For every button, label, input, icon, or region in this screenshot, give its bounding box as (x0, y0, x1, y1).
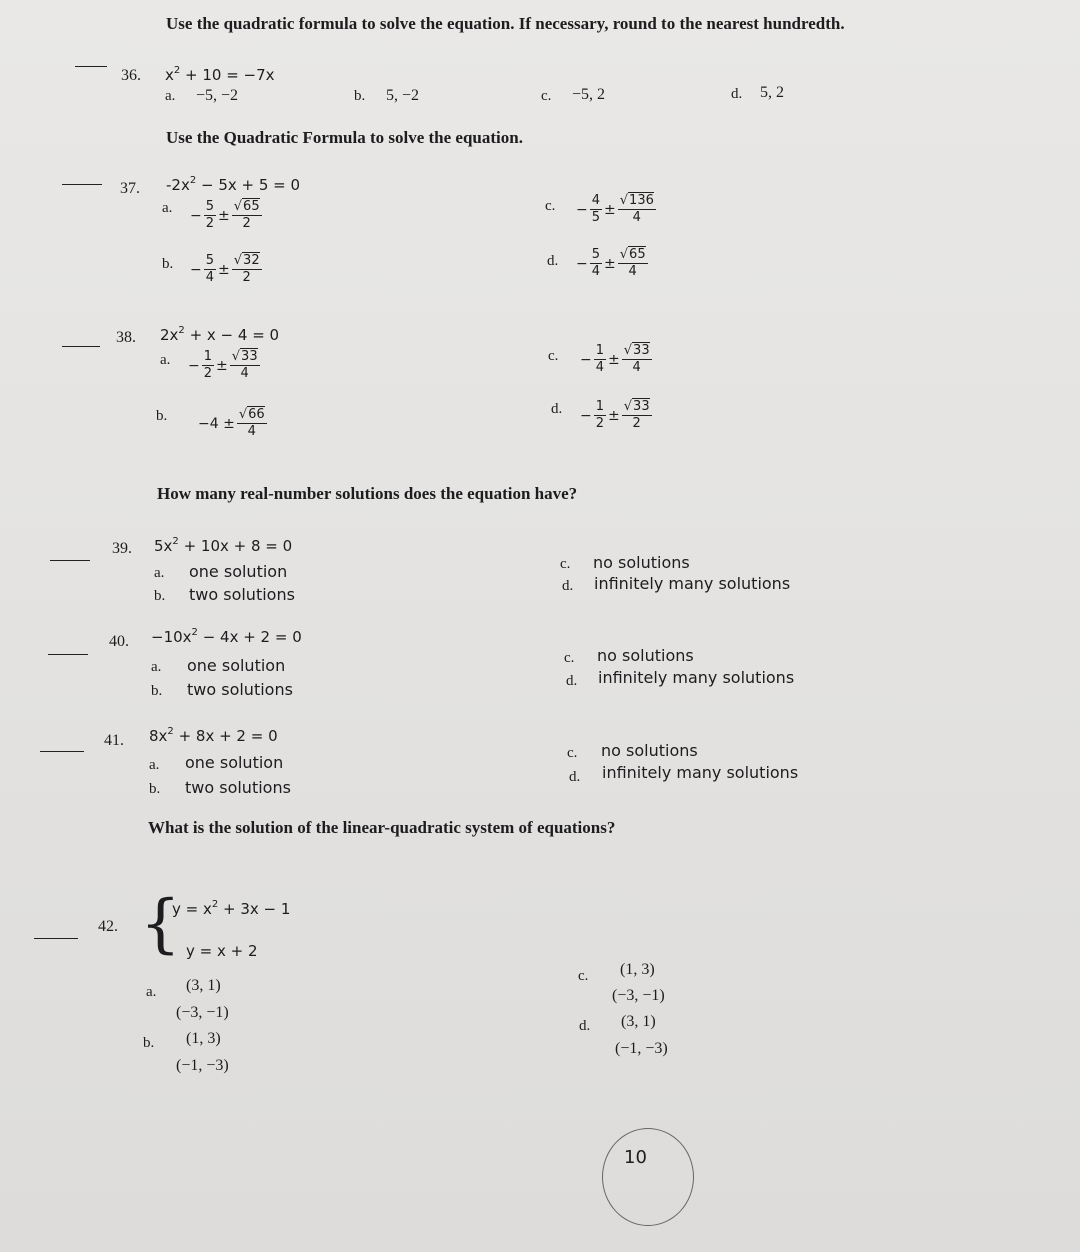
option-38a[interactable]: − $\frac{1}{2}$ ± $\frac{√33}{4}$ (188, 349, 258, 382)
option-label-40d: d. (566, 673, 578, 689)
system-equation-2: y = x + 2 (186, 942, 258, 960)
question-number-37: 37. (120, 180, 140, 197)
option-label-42d: d. (579, 1018, 591, 1034)
equation-39: $5x^2 + 10x + 8 = 0$ (154, 536, 293, 555)
option-40d[interactable]: infinitely many solutions (598, 668, 795, 687)
answer-blank-37[interactable] (62, 184, 102, 185)
page-number: 10 (624, 1147, 647, 1168)
question-number-41: 41. (104, 732, 124, 749)
option-label-40a: a. (151, 659, 162, 675)
option-36b[interactable]: 5, −2 (386, 87, 420, 104)
equation-38: $2x^2 + x - 4 = 0$ (160, 325, 280, 344)
option-label-38c: c. (548, 348, 559, 364)
option-label-36a: a. (165, 88, 176, 104)
option-label-41b: b. (149, 781, 161, 797)
option-label-37c: c. (545, 198, 556, 214)
option-42b-point-1[interactable]: (1, 3) (186, 1030, 221, 1047)
instruction-quadratic-round: Use the quadratic formula to solve the equation. If necessary, round to the nearest hundredth. (166, 14, 845, 33)
option-label-37a: a. (162, 200, 173, 216)
option-42a-point-2[interactable]: (−3, −1) (176, 1004, 229, 1021)
option-37b[interactable]: − $\frac{5}{4}$ ± $\frac{√32}{2}$ (190, 253, 260, 286)
equation-40: $-10x^2 - 4x + 2 = 0$ (151, 627, 302, 646)
option-label-36b: b. (354, 88, 366, 104)
option-36c[interactable]: −5, 2 (572, 86, 606, 103)
option-42d-point-2[interactable]: (−1, −3) (615, 1040, 668, 1057)
instruction-real-solutions: How many real-number solutions does the equation have? (157, 484, 578, 503)
option-label-36c: c. (541, 88, 552, 104)
answer-blank-40[interactable] (48, 654, 88, 655)
answer-blank-39[interactable] (50, 560, 90, 561)
page-number-circle (602, 1128, 694, 1226)
option-37c[interactable]: − $\frac{4}{5}$ ± $\frac{√136}{4}$ (576, 193, 654, 226)
option-label-39b: b. (154, 588, 166, 604)
option-label-41c: c. (567, 745, 578, 761)
answer-blank-38[interactable] (62, 346, 100, 347)
option-label-39c: c. (560, 556, 571, 572)
question-number-40: 40. (109, 633, 129, 650)
option-42d-point-1[interactable]: (3, 1) (621, 1013, 656, 1030)
option-40a[interactable]: one solution (187, 656, 286, 675)
option-label-39d: d. (562, 578, 574, 594)
option-label-42b: b. (143, 1035, 155, 1051)
option-39b[interactable]: two solutions (189, 585, 295, 604)
option-label-38b: b. (156, 408, 168, 424)
option-37a[interactable]: − $\frac{5}{2}$ ± $\frac{√65}{2}$ (190, 199, 260, 232)
question-number-36: 36. (121, 67, 141, 84)
option-label-40b: b. (151, 683, 163, 699)
instruction-linear-quadratic: What is the solution of the linear-quadratic system of equations? (148, 818, 616, 837)
option-label-38a: a. (160, 352, 171, 368)
option-41b[interactable]: two solutions (185, 778, 291, 797)
equation-37: $-2x^2 - 5x + 5 = 0$ (166, 175, 301, 194)
option-label-42a: a. (146, 984, 157, 1000)
question-number-42: 42. (98, 918, 118, 935)
option-39d[interactable]: infinitely many solutions (594, 574, 791, 593)
option-40c[interactable]: no solutions (597, 646, 694, 665)
system-brace: { (140, 887, 181, 961)
option-label-40c: c. (564, 650, 575, 666)
option-39c[interactable]: no solutions (593, 553, 690, 572)
option-41a[interactable]: one solution (185, 753, 284, 772)
instruction-quadratic-formula: Use the Quadratic Formula to solve the equation. (166, 128, 523, 147)
question-number-39: 39. (112, 540, 132, 557)
option-41c[interactable]: no solutions (601, 741, 698, 760)
option-label-37d: d. (547, 253, 559, 269)
option-37d[interactable]: − $\frac{5}{4}$ ± $\frac{√65}{4}$ (576, 247, 646, 280)
option-39a[interactable]: one solution (189, 562, 288, 581)
option-42b-point-2[interactable]: (−1, −3) (176, 1057, 229, 1074)
answer-blank-41[interactable] (40, 751, 84, 752)
option-40b[interactable]: two solutions (187, 680, 293, 699)
option-38d[interactable]: − $\frac{1}{2}$ ± $\frac{√33}{2}$ (580, 399, 650, 432)
option-label-41d: d. (569, 769, 581, 785)
option-label-38d: d. (551, 401, 563, 417)
answer-blank-42[interactable] (34, 938, 78, 939)
equation-36: $x^2 + 10 = -7x$ (165, 65, 275, 84)
option-42c-point-1[interactable]: (1, 3) (620, 961, 655, 978)
option-36d[interactable]: 5, 2 (760, 84, 784, 101)
option-36a[interactable]: −5, −2 (196, 87, 239, 104)
option-label-36d: d. (731, 86, 743, 102)
answer-blank-36[interactable] (75, 66, 107, 67)
option-label-37b: b. (162, 256, 174, 272)
option-41d[interactable]: infinitely many solutions (602, 763, 799, 782)
system-equation-1: $y = x^2 + 3x - 1$ (172, 899, 291, 918)
option-42a-point-1[interactable]: (3, 1) (186, 977, 221, 994)
option-38c[interactable]: − $\frac{1}{4}$ ± $\frac{√33}{4}$ (580, 343, 650, 376)
option-label-42c: c. (578, 968, 589, 984)
option-42c-point-2[interactable]: (−3, −1) (612, 987, 665, 1004)
option-38b[interactable]: −4 ± $\frac{√66}{4}$ (198, 407, 265, 440)
equation-41: $8x^2 + 8x + 2 = 0$ (149, 726, 278, 745)
question-number-38: 38. (116, 329, 136, 346)
option-label-39a: a. (154, 565, 165, 581)
option-label-41a: a. (149, 757, 160, 773)
